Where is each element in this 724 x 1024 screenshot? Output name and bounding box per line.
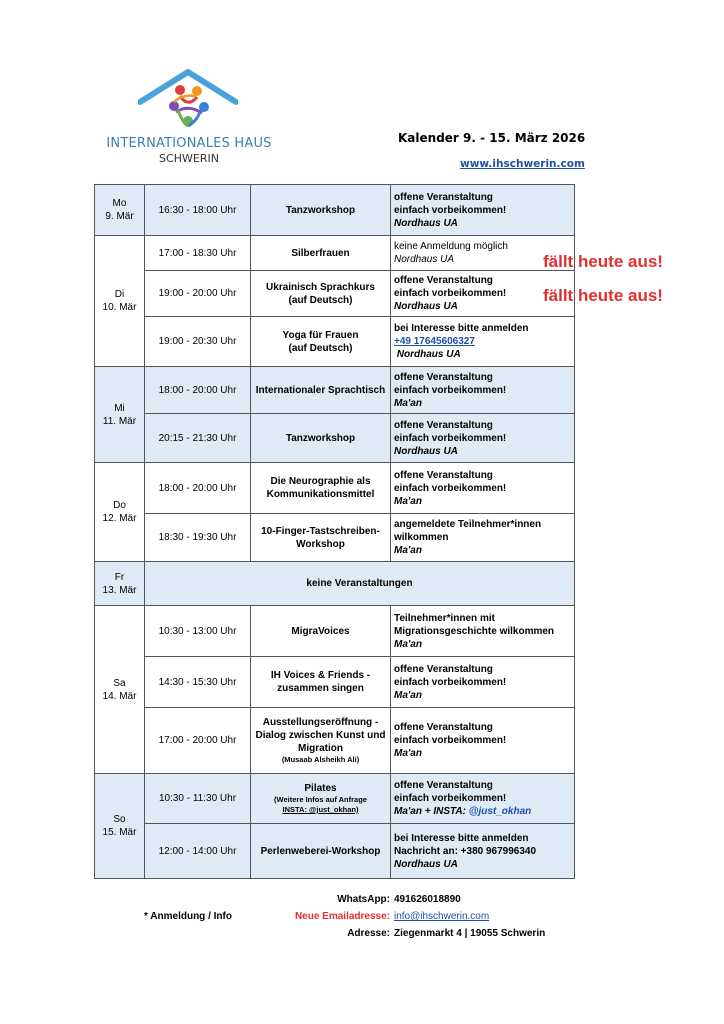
event-title: Internationaler Sprachtisch bbox=[251, 367, 391, 414]
info-cell: offene Veranstaltung einfach vorbeikommen! Ma'an bbox=[391, 657, 575, 708]
event-title: Pilates (Weitere Infos auf Anfrage INSTA: @just_okhan) bbox=[251, 774, 391, 824]
registration-note: * Anmeldung / Info bbox=[144, 911, 232, 922]
table-row bbox=[95, 657, 575, 708]
table-row bbox=[95, 414, 575, 463]
instagram-handle[interactable]: @just_okhan bbox=[468, 806, 532, 817]
table-row bbox=[95, 317, 575, 367]
time-cell: 19:00 - 20:30 Uhr bbox=[145, 317, 251, 367]
day-cell: Mi 11. Mär bbox=[95, 367, 145, 463]
no-events-cell: keine Veranstaltungen bbox=[145, 562, 575, 606]
event-title: 10-Finger-Tastschreiben-Workshop bbox=[251, 514, 391, 562]
time-cell: 17:00 - 18:30 Uhr bbox=[145, 236, 251, 271]
time-cell: 14:30 - 15:30 Uhr bbox=[145, 657, 251, 708]
event-title: MigraVoices bbox=[251, 606, 391, 657]
cancel-notice-silberfrauen: fällt heute aus! bbox=[543, 252, 663, 271]
info-cell: offene Veranstaltung einfach vorbeikommen! Nordhaus UA bbox=[391, 414, 575, 463]
org-city: SCHWERIN bbox=[159, 152, 219, 165]
event-title: Tanzworkshop bbox=[251, 414, 391, 463]
time-cell: 16:30 - 18:00 Uhr bbox=[145, 185, 251, 236]
info-cell: offene Veranstaltung einfach vorbeikommen! Ma'an bbox=[391, 708, 575, 774]
table-row bbox=[95, 606, 575, 657]
table-row bbox=[95, 236, 575, 271]
event-title: Tanzworkshop bbox=[251, 185, 391, 236]
time-cell: 18:30 - 19:30 Uhr bbox=[145, 514, 251, 562]
event-title: Ukrainisch Sprachkurs (auf Deutsch) bbox=[251, 271, 391, 317]
time-cell: 18:00 - 20:00 Uhr bbox=[145, 463, 251, 514]
time-cell: 10:30 - 11:30 Uhr bbox=[145, 774, 251, 824]
time-cell: 18:00 - 20:00 Uhr bbox=[145, 367, 251, 414]
time-cell: 17:00 - 20:00 Uhr bbox=[145, 708, 251, 774]
info-cell: bei Interesse bitte anmelden Nachricht an: +380 967996340 Nordhaus UA bbox=[391, 824, 575, 879]
info-cell: angemeldete Teilnehmer*innen wilkommen Ma'an bbox=[391, 514, 575, 562]
info-cell: offene Veranstaltung einfach vorbeikommen! Ma'an bbox=[391, 463, 575, 514]
event-title: Silberfrauen bbox=[251, 236, 391, 271]
info-cell: offene Veranstaltung einfach vorbeikommen! Nordhaus UA bbox=[391, 271, 575, 317]
whatsapp-number: 491626018890 bbox=[394, 894, 461, 905]
cancel-notice-sprachkurs: fällt heute aus! bbox=[543, 286, 663, 305]
table-row bbox=[95, 562, 575, 606]
time-cell: 19:00 - 20:00 Uhr bbox=[145, 271, 251, 317]
event-title: IH Voices & Friends - zusammen singen bbox=[251, 657, 391, 708]
address-value: Ziegenmarkt 4 | 19055 Schwerin bbox=[394, 928, 546, 939]
time-cell: 10:30 - 13:00 Uhr bbox=[145, 606, 251, 657]
phone-link[interactable]: +49 17645606327 bbox=[394, 336, 475, 347]
time-cell: 20:15 - 21:30 Uhr bbox=[145, 414, 251, 463]
info-cell: keine Anmeldung möglich Nordhaus UA bbox=[391, 236, 575, 271]
website-link[interactable]: www.ihschwerin.com bbox=[460, 158, 585, 170]
time-cell: 12:00 - 14:00 Uhr bbox=[145, 824, 251, 879]
day-cell: Sa 14. Mär bbox=[95, 606, 145, 774]
org-name: INTERNATIONALES HAUS bbox=[106, 136, 272, 151]
email-label: Neue Emailadresse: bbox=[294, 911, 390, 922]
info-cell: Teilnehmer*innen mit Migrationsgeschichte wilkommen Ma'an bbox=[391, 606, 575, 657]
day-cell: So 15. Mär bbox=[95, 774, 145, 879]
whatsapp-label: WhatsApp: bbox=[337, 894, 390, 905]
table-row bbox=[95, 824, 575, 879]
event-title: Ausstellungseröffnung - Dialog zwischen Kunst und Migration (Musaab Alsheikh Ali) bbox=[251, 708, 391, 774]
event-title: Die Neurographie als Kommunikationsmittel bbox=[251, 463, 391, 514]
info-cell: offene Veranstaltung einfach vorbeikommen! Nordhaus UA bbox=[391, 185, 575, 236]
info-cell: offene Veranstaltung einfach vorbeikommen! Ma'an + INSTA: @just_okhan bbox=[391, 774, 575, 824]
day-cell: Fr 13. Mär bbox=[95, 562, 145, 606]
info-cell: bei Interesse bitte anmelden +49 17645606327 Nordhaus UA bbox=[391, 317, 575, 367]
table-row bbox=[95, 514, 575, 562]
table-row bbox=[95, 271, 575, 317]
info-cell: offene Veranstaltung einfach vorbeikommen! Ma'an bbox=[391, 367, 575, 414]
table-row bbox=[95, 774, 575, 824]
calendar-title: Kalender 9. - 15. März 2026 bbox=[398, 131, 586, 145]
table-row bbox=[95, 185, 575, 236]
table-row bbox=[95, 708, 575, 774]
schedule-table bbox=[94, 184, 575, 879]
table-row bbox=[95, 367, 575, 414]
event-title: Yoga für Frauen (auf Deutsch) bbox=[251, 317, 391, 367]
day-cell: Do 12. Mär bbox=[95, 463, 145, 562]
event-title: Perlenweberei-Workshop bbox=[251, 824, 391, 879]
logo bbox=[104, 68, 274, 168]
address-label: Adresse: bbox=[347, 928, 390, 939]
email-link[interactable]: info@ihschwerin.com bbox=[394, 911, 490, 922]
table-row bbox=[95, 463, 575, 514]
day-cell: Di 10. Mär bbox=[95, 236, 145, 367]
house-people-icon bbox=[138, 68, 238, 134]
day-cell: Mo 9. Mär bbox=[95, 185, 145, 236]
